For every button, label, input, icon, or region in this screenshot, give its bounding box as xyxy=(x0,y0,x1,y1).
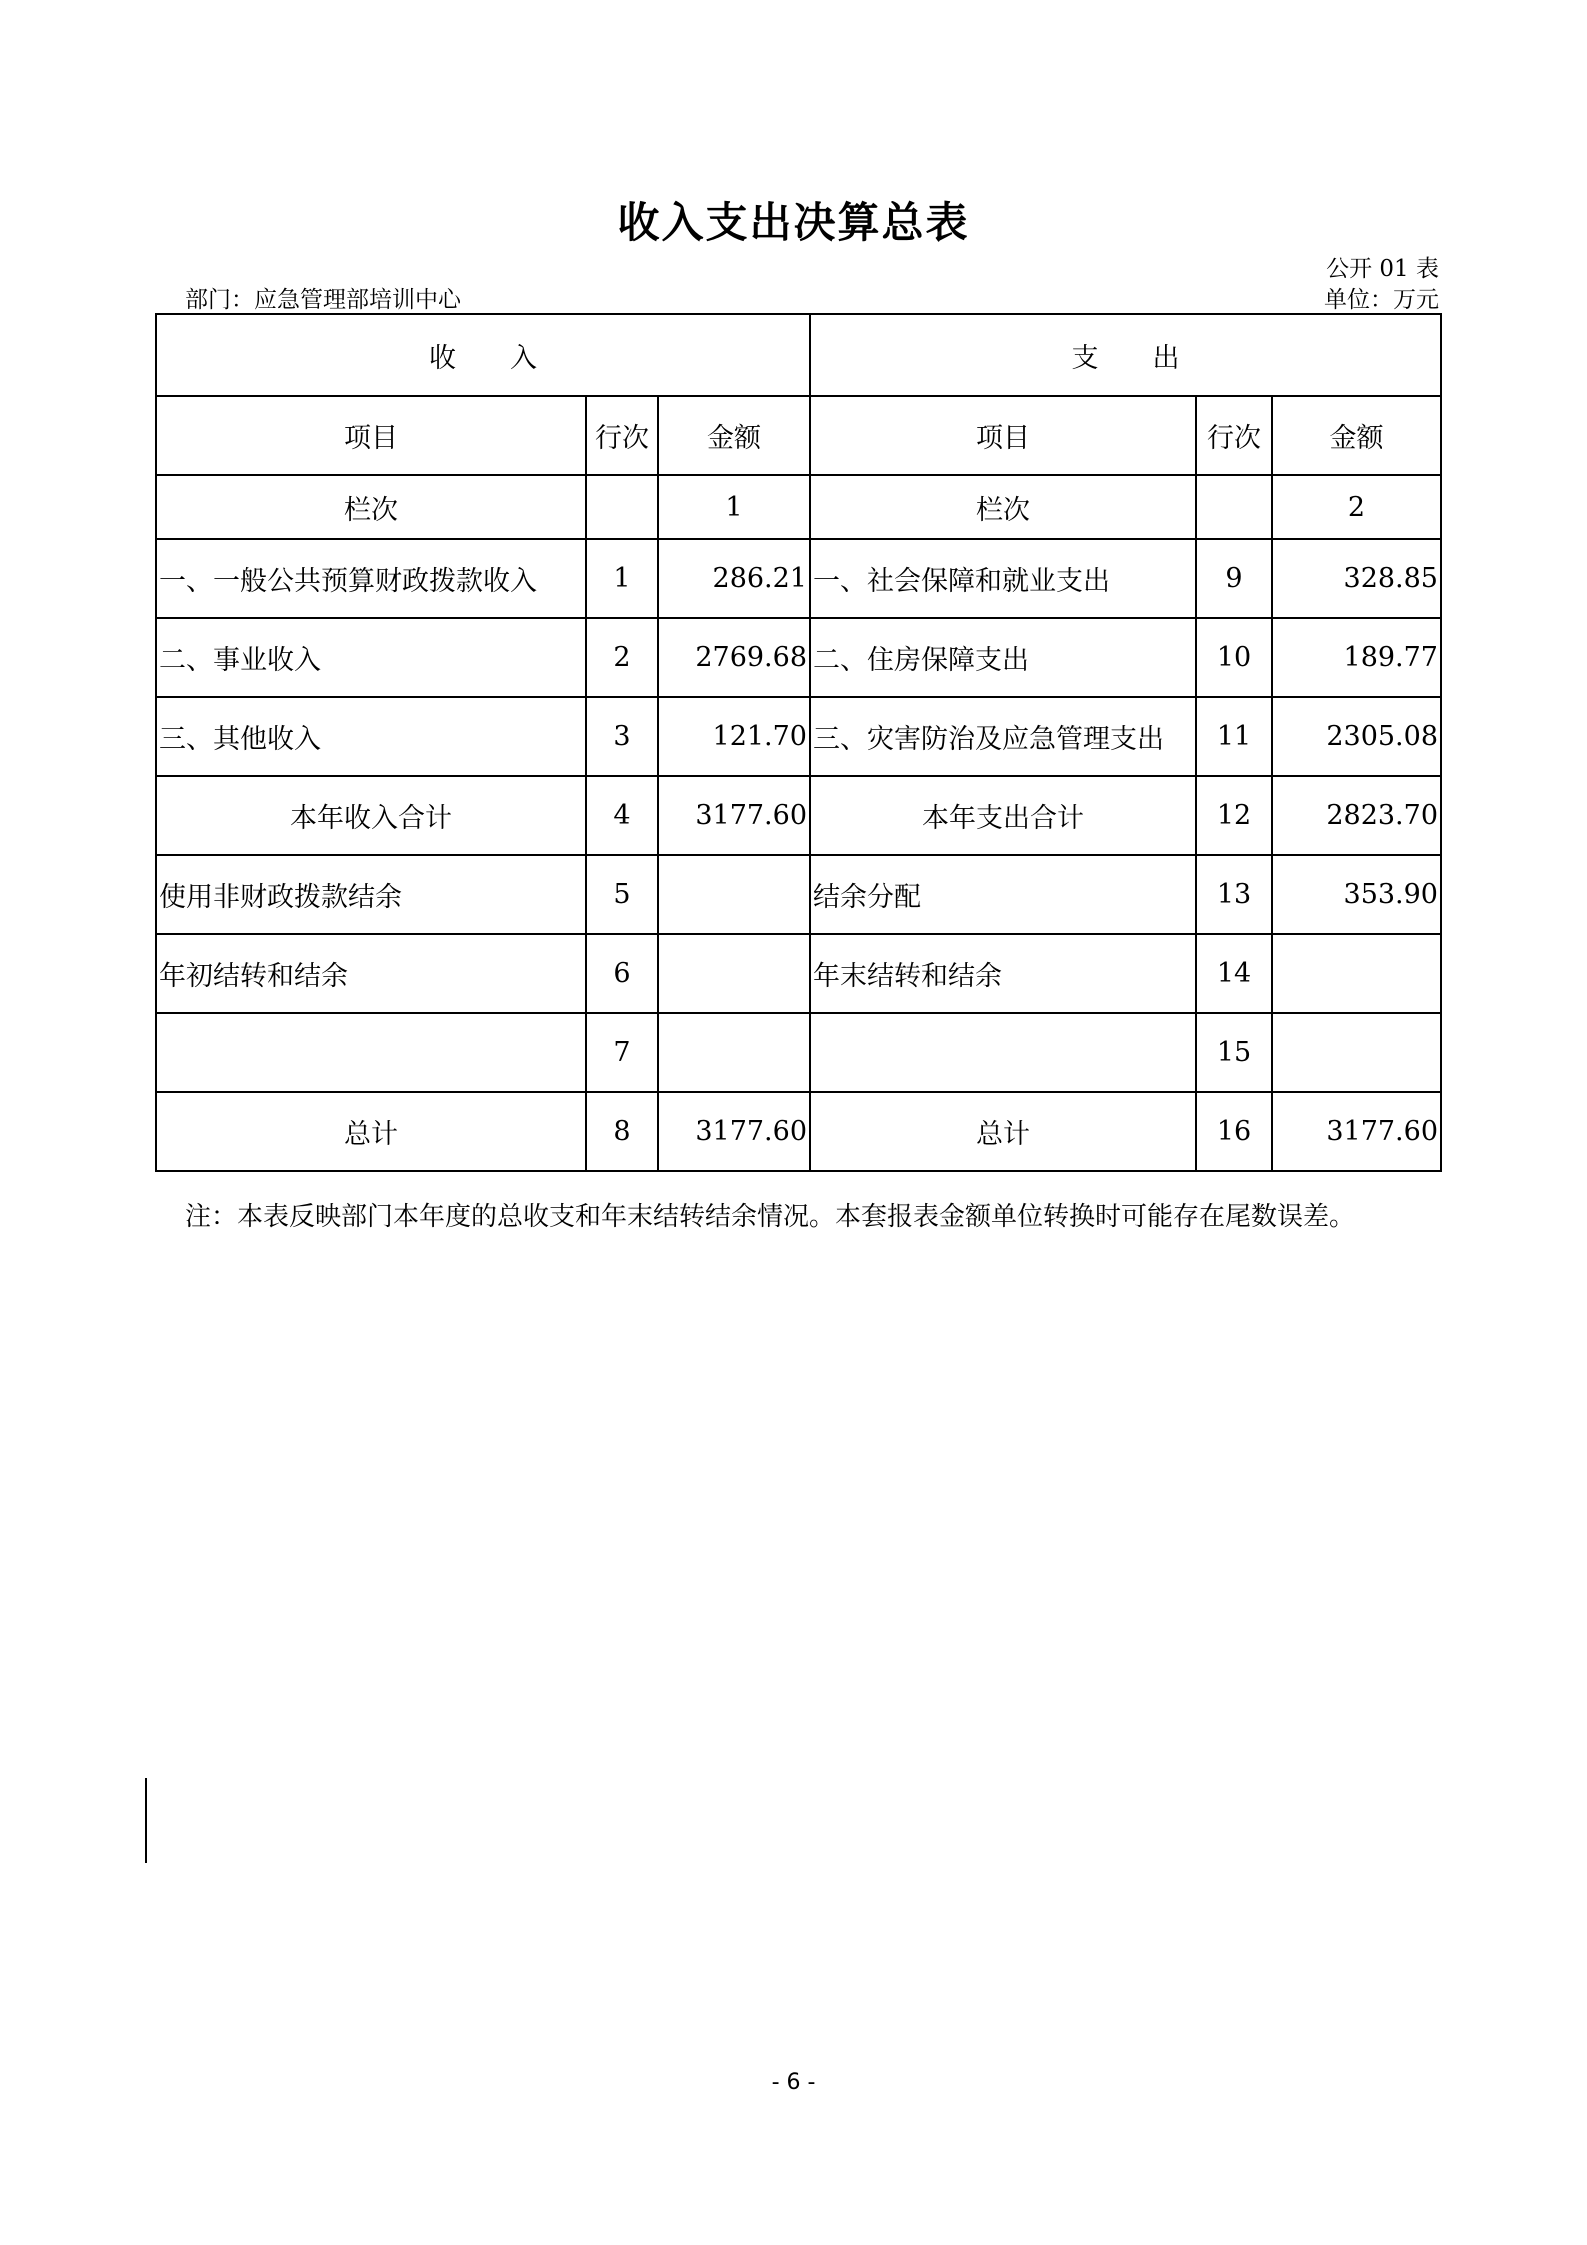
income-amount-header: 金额 xyxy=(658,396,810,475)
income-amount: 3177.60 xyxy=(658,1092,810,1171)
expense-item: 年末结转和结余 xyxy=(810,934,1196,1013)
expense-amount: 2305.08 xyxy=(1272,697,1441,776)
expense-column-number-line xyxy=(1196,475,1272,539)
income-line: 4 xyxy=(586,776,658,855)
expense-column-number-label: 栏次 xyxy=(810,475,1196,539)
table-row xyxy=(156,697,1441,776)
expense-line: 11 xyxy=(1196,697,1272,776)
expense-amount: 328.85 xyxy=(1272,539,1441,618)
income-item: 一、一般公共预算财政拨款收入 xyxy=(156,539,586,618)
expense-amount-header: 金额 xyxy=(1272,396,1441,475)
expense-item: 一、社会保障和就业支出 xyxy=(810,539,1196,618)
expense-item: 二、住房保障支出 xyxy=(810,618,1196,697)
expense-amount: 2823.70 xyxy=(1272,776,1441,855)
unit-label: 单位：万元 xyxy=(1324,287,1439,313)
table-row xyxy=(156,618,1441,697)
expense-amount: 3177.60 xyxy=(1272,1092,1441,1171)
expense-line: 10 xyxy=(1196,618,1272,697)
income-section-header: 收 入 xyxy=(156,314,810,396)
income-amount: 121.70 xyxy=(658,697,810,776)
income-item: 年初结转和结余 xyxy=(156,934,586,1013)
income-expense-table xyxy=(155,313,1442,1172)
section-header-row xyxy=(156,314,1441,396)
table-row xyxy=(156,934,1441,1013)
expense-item: 本年支出合计 xyxy=(810,776,1196,855)
table-row xyxy=(156,855,1441,934)
income-line: 3 xyxy=(586,697,658,776)
expense-amount: 353.90 xyxy=(1272,855,1441,934)
expense-line: 15 xyxy=(1196,1013,1272,1092)
income-amount xyxy=(658,1013,810,1092)
expense-column-number: 2 xyxy=(1272,475,1441,539)
income-item-header: 项目 xyxy=(156,396,586,475)
expense-section-header: 支 出 xyxy=(810,314,1441,396)
department-label: 部门：应急管理部培训中心 xyxy=(185,287,461,313)
page-title: 收入支出决算总表 xyxy=(617,198,970,247)
margin-bar xyxy=(145,1778,147,1863)
income-amount: 2769.68 xyxy=(658,618,810,697)
income-line: 8 xyxy=(586,1092,658,1171)
column-number-row xyxy=(156,475,1441,539)
table-row xyxy=(156,1013,1441,1092)
expense-line: 12 xyxy=(1196,776,1272,855)
expense-line: 13 xyxy=(1196,855,1272,934)
expense-item: 结余分配 xyxy=(810,855,1196,934)
subtotal-row xyxy=(156,776,1441,855)
income-column-number: 1 xyxy=(658,475,810,539)
expense-item: 总计 xyxy=(810,1092,1196,1171)
income-amount xyxy=(658,934,810,1013)
expense-amount: 189.77 xyxy=(1272,618,1441,697)
income-line: 5 xyxy=(586,855,658,934)
income-line: 2 xyxy=(586,618,658,697)
expense-amount xyxy=(1272,934,1441,1013)
expense-line: 16 xyxy=(1196,1092,1272,1171)
income-line: 7 xyxy=(586,1013,658,1092)
income-amount xyxy=(658,855,810,934)
expense-line: 9 xyxy=(1196,539,1272,618)
income-amount: 286.21 xyxy=(658,539,810,618)
income-line: 6 xyxy=(586,934,658,1013)
income-item: 本年收入合计 xyxy=(156,776,586,855)
income-item: 使用非财政拨款结余 xyxy=(156,855,586,934)
table-row xyxy=(156,539,1441,618)
income-item xyxy=(156,1013,586,1092)
income-line-header: 行次 xyxy=(586,396,658,475)
expense-item: 三、灾害防治及应急管理支出 xyxy=(810,697,1196,776)
form-number: 公开 01 表 xyxy=(1326,256,1439,282)
column-header-row xyxy=(156,396,1441,475)
income-item: 三、其他收入 xyxy=(156,697,586,776)
income-column-number-label: 栏次 xyxy=(156,475,586,539)
table-note: 注：本表反映部门本年度的总收支和年末结转结余情况。本套报表金额单位转换时可能存在尾数误差。 xyxy=(185,1202,1356,1232)
expense-item xyxy=(810,1013,1196,1092)
income-column-number-line xyxy=(586,475,658,539)
expense-line-header: 行次 xyxy=(1196,396,1272,475)
grand-total-row xyxy=(156,1092,1441,1171)
page-number: - 6 - xyxy=(771,2070,816,2095)
income-item: 二、事业收入 xyxy=(156,618,586,697)
expense-amount xyxy=(1272,1013,1441,1092)
income-amount: 3177.60 xyxy=(658,776,810,855)
income-line: 1 xyxy=(586,539,658,618)
expense-line: 14 xyxy=(1196,934,1272,1013)
income-item: 总计 xyxy=(156,1092,586,1171)
expense-item-header: 项目 xyxy=(810,396,1196,475)
